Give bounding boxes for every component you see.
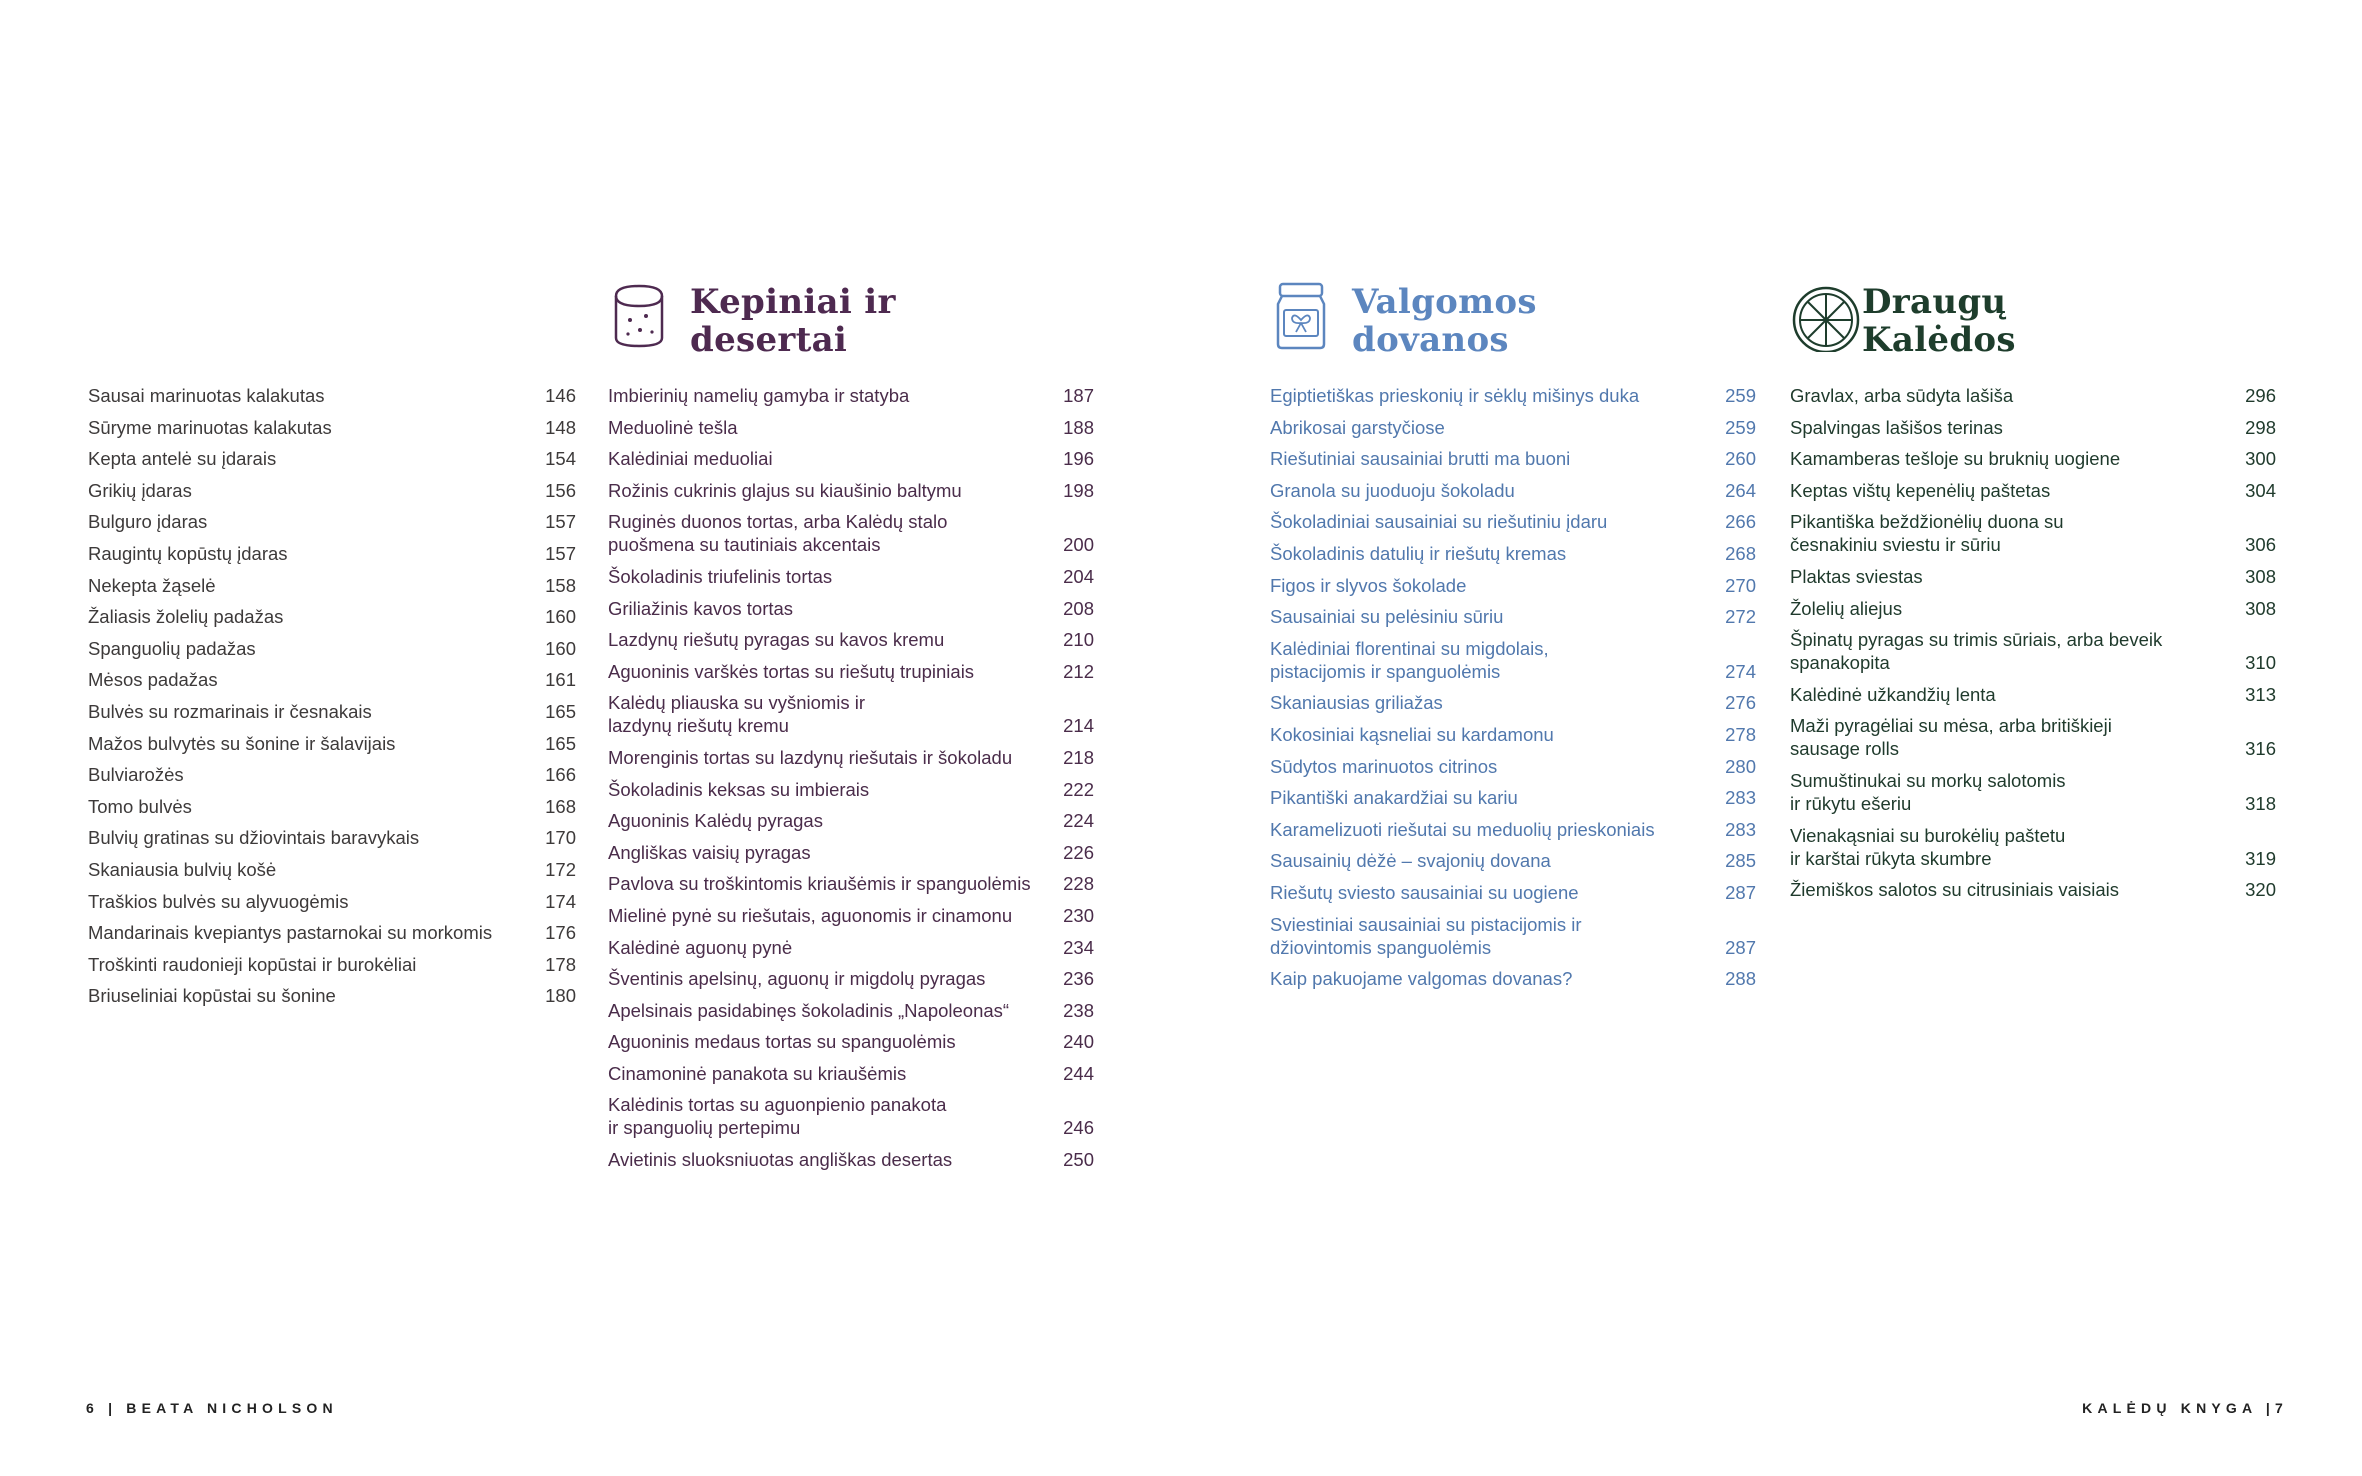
entry-page-number: 157	[545, 511, 576, 533]
entry-title: Gravlax, arba sūdyta lašiša	[1790, 385, 2014, 406]
entry-page-number: 234	[1063, 936, 1094, 958]
entry-page-number: 276	[1725, 692, 1756, 714]
entry-title: Žaliasis žolelių padažas	[88, 606, 284, 628]
entry-title: Kaip pakuojame valgomas dovanas?	[1270, 968, 1573, 990]
entry-page-number: 178	[545, 953, 576, 975]
entry-page-number: 300	[2245, 448, 2276, 470]
toc-entry	[608, 904, 1094, 927]
entry-title: Keptas vištų kepenėlių paštetas	[1790, 479, 2051, 501]
entry-title: Vienakąsniai su burokėlių paštetu ir karštai rūkyta skumbre	[1790, 824, 2066, 869]
toc-entry	[608, 510, 1094, 556]
entry-page-number: 306	[2245, 534, 2276, 556]
entry-page-number: 268	[1725, 542, 1756, 564]
toc-entry	[608, 967, 1094, 990]
toc-entry	[1790, 416, 2276, 439]
toc-entry	[1270, 637, 1756, 683]
entry-page-number: 210	[1063, 629, 1094, 651]
toc-entry	[1790, 565, 2276, 588]
entry-page-number: 298	[2245, 416, 2276, 438]
toc-entry	[608, 628, 1094, 651]
entry-title: Bulvių gratinas su džiovintais baravykais	[88, 827, 420, 849]
entry-page-number: 266	[1725, 511, 1756, 533]
toc-entry	[88, 763, 576, 786]
toc-entry	[1270, 510, 1756, 533]
entry-page-number: 230	[1063, 904, 1094, 926]
entry-page-number: 170	[545, 827, 576, 849]
entry-page-number: 165	[545, 732, 576, 754]
entry-page-number: 218	[1063, 746, 1094, 768]
toc-entry	[1270, 818, 1756, 841]
entry-title: Sausainiai su pelėsiniu sūriu	[1270, 606, 1504, 628]
toc-entry	[1790, 447, 2276, 470]
toc-entry	[608, 597, 1094, 620]
toc-entry	[608, 691, 1094, 737]
footer-left: 6 | BEATA NICHOLSON	[86, 1400, 338, 1416]
entry-title: Troškinti raudonieji kopūstai ir burokėliai	[88, 953, 417, 975]
entry-page-number: 161	[545, 669, 576, 691]
entry-title: Kalėdiniai florentinai su migdolais, pistacijomis ir spanguolėmis	[1270, 637, 1549, 682]
entry-title: Avietinis sluoksniuotas angliškas desertas	[608, 1149, 953, 1171]
entry-title: Kokosiniai kąsneliai su kardamonu	[1270, 723, 1554, 745]
entry-page-number: 226	[1063, 841, 1094, 863]
entry-title: Žolelių aliejus	[1790, 597, 1903, 619]
toc-column-mains	[88, 384, 576, 1016]
toc-entry	[1790, 714, 2276, 760]
entry-title: Kalėdiniai meduoliai	[608, 448, 773, 470]
toc-entry	[1790, 597, 2276, 620]
toc-entry	[1790, 878, 2276, 901]
entry-page-number: 244	[1063, 1062, 1094, 1084]
entry-page-number: 168	[545, 795, 576, 817]
entry-title: Angliškas vaisių pyragas	[608, 841, 811, 863]
entry-page-number: 319	[2245, 847, 2276, 869]
entry-page-number: 148	[545, 416, 576, 438]
entry-title: Rožinis cukrinis glajus su kiaušinio baltymu	[608, 479, 962, 501]
toc-entry	[1270, 479, 1756, 502]
entry-page-number: 250	[1063, 1149, 1094, 1171]
entry-page-number: 174	[545, 890, 576, 912]
entry-page-number: 280	[1725, 755, 1756, 777]
entry-page-number: 172	[545, 858, 576, 880]
entry-page-number: 157	[545, 542, 576, 564]
entry-title: Lazdynų riešutų pyragas su kavos kremu	[608, 629, 945, 651]
entry-page-number: 196	[1063, 448, 1094, 470]
toc-entry	[608, 565, 1094, 588]
section-title: Kepiniai ir desertai	[690, 282, 896, 360]
toc-entry	[608, 1030, 1094, 1053]
toc-entry	[1790, 510, 2276, 556]
entry-title: Imbierinių namelių gamyba ir statyba	[608, 385, 910, 406]
toc-entry	[608, 746, 1094, 769]
section-heading-draugu	[1790, 280, 2016, 359]
entry-title: Riešutų sviesto sausainiai su uogiene	[1270, 881, 1579, 903]
entry-page-number: 160	[545, 637, 576, 659]
toc-entry	[608, 809, 1094, 832]
entry-page-number: 274	[1725, 660, 1756, 682]
entry-title: Spalvingas lašišos terinas	[1790, 416, 2003, 438]
entry-title: Kalėdų pliauska su vyšniomis ir lazdynų riešutų kremu	[608, 692, 866, 737]
toc-entry	[88, 668, 576, 691]
section-title: Draugų Kalėdos	[1862, 282, 2016, 360]
entry-title: Cinamoninė panakota su kriaušėmis	[608, 1062, 907, 1084]
entry-page-number: 270	[1725, 574, 1756, 596]
entry-title: Žiemiškos salotos su citrusiniais vaisiais	[1790, 879, 2119, 901]
entry-page-number: 316	[2245, 738, 2276, 760]
entry-page-number: 224	[1063, 810, 1094, 832]
toc-entry	[608, 778, 1094, 801]
entry-title: Kalėdinė aguonų pynė	[608, 936, 793, 958]
entry-title: Sausai marinuotas kalakutas	[88, 385, 325, 406]
entry-title: Mielinė pynė su riešutais, aguonomis ir cinamonu	[608, 904, 1013, 926]
entry-page-number: 165	[545, 700, 576, 722]
toc-entry	[88, 921, 576, 944]
entry-page-number: 272	[1725, 606, 1756, 628]
entry-page-number: 222	[1063, 778, 1094, 800]
entry-title: Mažos bulvytės su šonine ir šalavijais	[88, 732, 396, 754]
entry-page-number: 288	[1725, 968, 1756, 990]
entry-title: Morenginis tortas su lazdynų riešutais ir šokoladu	[608, 746, 1013, 768]
entry-page-number: 246	[1063, 1117, 1094, 1139]
entry-title: Nekepta žąselė	[88, 574, 216, 596]
entry-title: Kalėdinė užkandžių lenta	[1790, 683, 1996, 705]
entry-page-number: 200	[1063, 534, 1094, 556]
toc-entry	[608, 1093, 1094, 1139]
entry-page-number: 259	[1725, 416, 1756, 438]
entry-title: Bulvės su rozmarinais ir česnakais	[88, 700, 372, 722]
entry-page-number: 212	[1063, 660, 1094, 682]
entry-page-number: 214	[1063, 715, 1094, 737]
toc-entry	[88, 858, 576, 881]
entry-page-number: 188	[1063, 416, 1094, 438]
toc-entry	[88, 416, 576, 439]
entry-page-number: 180	[545, 985, 576, 1007]
toc-entry	[1270, 755, 1756, 778]
toc-entry	[88, 732, 576, 755]
entry-page-number: 313	[2245, 683, 2276, 705]
entry-title: Šokoladiniai sausainiai su riešutiniu įdaru	[1270, 511, 1608, 533]
toc-entry	[88, 953, 576, 976]
entry-page-number: 318	[2245, 792, 2276, 814]
toc-entry	[88, 795, 576, 818]
entry-page-number: 240	[1063, 1031, 1094, 1053]
entry-title: Špinatų pyragas su trimis sūriais, arba beveik spanakopita	[1790, 629, 2163, 674]
entry-title: Egiptietiškas prieskonių ir sėklų mišinys duka	[1270, 385, 1640, 406]
toc-column-draugu	[1790, 384, 2276, 910]
entry-page-number: 283	[1725, 787, 1756, 809]
toc-column-kepiniai	[608, 384, 1094, 1180]
section-title: Valgomos dovanos	[1352, 282, 1537, 360]
entry-page-number: 236	[1063, 968, 1094, 990]
entry-title: Griliažinis kavos tortas	[608, 597, 794, 619]
entry-page-number: 308	[2245, 565, 2276, 587]
entry-title: Bulguro įdaras	[88, 511, 208, 533]
jar-icon	[1270, 280, 1332, 352]
entry-title: Plaktas sviestas	[1790, 565, 1923, 587]
toc-entry	[1270, 723, 1756, 746]
entry-page-number: 278	[1725, 723, 1756, 745]
toc-entry	[1790, 628, 2276, 674]
toc-entry	[608, 936, 1094, 959]
entry-title: Šokoladinis triufelinis tortas	[608, 565, 833, 587]
citrus-slice-icon	[1790, 280, 1852, 352]
toc-entry	[608, 479, 1094, 502]
entry-title: Granola su juoduoju šokoladu	[1270, 479, 1515, 501]
entry-title: Kamamberas tešloje su bruknių uogiene	[1790, 448, 2121, 470]
entry-page-number: 264	[1725, 479, 1756, 501]
entry-page-number: 158	[545, 574, 576, 596]
entry-title: Mėsos padažas	[88, 669, 218, 691]
toc-entry	[1270, 967, 1756, 990]
entry-title: Sūryme marinuotas kalakutas	[88, 416, 332, 438]
toc-entry	[88, 384, 576, 407]
toc-entry	[1790, 683, 2276, 706]
toc-entry	[88, 574, 576, 597]
marshmallow-icon	[608, 280, 670, 352]
toc-entry	[608, 841, 1094, 864]
toc-entry	[88, 890, 576, 913]
entry-page-number: 287	[1725, 881, 1756, 903]
toc-entry	[88, 605, 576, 628]
entry-title: Šventinis apelsinų, aguonų ir migdolų pyragas	[608, 968, 986, 990]
entry-page-number: 156	[545, 479, 576, 501]
toc-entry	[1790, 824, 2276, 870]
entry-title: Kepta antelė su įdarais	[88, 448, 277, 470]
entry-page-number: 238	[1063, 999, 1094, 1021]
entry-title: Ruginės duonos tortas, arba Kalėdų stalo puošmena su tautiniais akcentais	[608, 511, 948, 556]
toc-entry	[1270, 849, 1756, 872]
entry-title: Mandarinais kvepiantys pastarnokai su morkomis	[88, 922, 493, 944]
entry-page-number: 154	[545, 448, 576, 470]
toc-entry	[1270, 384, 1756, 407]
toc-entry	[88, 700, 576, 723]
entry-title: Spanguolių padažas	[88, 637, 256, 659]
entry-page-number: 308	[2245, 597, 2276, 619]
entry-title: Pavlova su troškintomis kriaušėmis ir spanguolėmis	[608, 873, 1031, 895]
entry-page-number: 176	[545, 922, 576, 944]
toc-entry	[608, 872, 1094, 895]
entry-title: Grikių įdaras	[88, 479, 192, 501]
entry-page-number: 296	[2245, 385, 2276, 406]
entry-title: Pikantiški anakardžiai su kariu	[1270, 787, 1518, 809]
entry-page-number: 310	[2245, 652, 2276, 674]
toc-entry	[1790, 479, 2276, 502]
entry-title: Briuseliniai kopūstai su šonine	[88, 985, 336, 1007]
entry-title: Sausainių dėžė – svajonių dovana	[1270, 850, 1551, 872]
entry-title: Meduolinė tešla	[608, 416, 738, 438]
toc-entry	[1270, 881, 1756, 904]
toc-entry	[1270, 605, 1756, 628]
toc-entry	[1270, 913, 1756, 959]
entry-page-number: 146	[545, 385, 576, 406]
toc-entry	[1270, 447, 1756, 470]
entry-page-number: 228	[1063, 873, 1094, 895]
entry-page-number: 166	[545, 764, 576, 786]
entry-page-number: 283	[1725, 818, 1756, 840]
footer-right: KALĖDŲ KNYGA |7	[2082, 1400, 2288, 1416]
entry-page-number: 260	[1725, 448, 1756, 470]
toc-entry	[88, 542, 576, 565]
entry-page-number: 208	[1063, 597, 1094, 619]
section-heading-kepiniai	[608, 280, 896, 359]
toc-entry	[608, 1148, 1094, 1171]
toc-entry	[608, 1062, 1094, 1085]
entry-title: Skaniausias griliažas	[1270, 692, 1443, 714]
entry-title: Figos ir slyvos šokolade	[1270, 574, 1467, 596]
entry-title: Šokoladinis datulių ir riešutų kremas	[1270, 542, 1567, 564]
toc-entry	[88, 510, 576, 533]
entry-title: Abrikosai garstyčiose	[1270, 416, 1445, 438]
toc-entry	[88, 637, 576, 660]
toc-entry	[1270, 691, 1756, 714]
entry-title: Kalėdinis tortas su aguonpienio panakota ir spanguolių pertepimu	[608, 1094, 947, 1139]
toc-entry	[608, 384, 1094, 407]
entry-title: Pikantiška beždžionėlių duona su česnakiniu sviestu ir sūriu	[1790, 511, 2064, 556]
entry-title: Traškios bulvės su alyvuogėmis	[88, 890, 349, 912]
entry-page-number: 320	[2245, 879, 2276, 901]
entry-title: Sumuštinukai su morkų salotomis ir rūkytu ešeriu	[1790, 769, 2066, 814]
entry-page-number: 285	[1725, 850, 1756, 872]
entry-title: Raugintų kopūstų įdaras	[88, 542, 288, 564]
toc-entry	[88, 447, 576, 470]
toc-entry	[1270, 542, 1756, 565]
entry-title: Riešutiniai sausainiai brutti ma buoni	[1270, 448, 1571, 470]
toc-entry	[88, 479, 576, 502]
entry-title: Aguoninis medaus tortas su spanguolėmis	[608, 1031, 956, 1053]
entry-page-number: 204	[1063, 565, 1094, 587]
entry-title: Šokoladinis keksas su imbierais	[608, 778, 870, 800]
entry-title: Bulviarožės	[88, 764, 184, 786]
entry-title: Apelsinais pasidabinęs šokoladinis „Napoleonas“	[608, 999, 1010, 1021]
toc-entry	[1270, 786, 1756, 809]
entry-page-number: 187	[1063, 385, 1094, 406]
toc-entry	[608, 660, 1094, 683]
entry-title: Sviestiniai sausainiai su pistacijomis ir džiovintomis spanguolėmis	[1270, 913, 1582, 958]
toc-entry	[88, 826, 576, 849]
toc-entry	[1790, 384, 2276, 407]
entry-page-number: 304	[2245, 479, 2276, 501]
toc-entry	[1270, 416, 1756, 439]
entry-title: Maži pyragėliai su mėsa, arba britiškieji sausage rolls	[1790, 715, 2112, 760]
entry-page-number: 259	[1725, 385, 1756, 406]
toc-entry	[1790, 769, 2276, 815]
toc-column-dovanos	[1270, 384, 1756, 999]
toc-entry	[608, 999, 1094, 1022]
entry-title: Aguoninis varškės tortas su riešutų trupiniais	[608, 660, 975, 682]
toc-entry	[608, 447, 1094, 470]
entry-page-number: 198	[1063, 479, 1094, 501]
section-heading-dovanos	[1270, 280, 1537, 359]
entry-title: Skaniausia bulvių košė	[88, 858, 277, 880]
entry-title: Aguoninis Kalėdų pyragas	[608, 810, 823, 832]
entry-page-number: 287	[1725, 936, 1756, 958]
toc-entry	[88, 984, 576, 1007]
entry-title: Sūdytos marinuotos citrinos	[1270, 755, 1498, 777]
toc-entry	[608, 416, 1094, 439]
toc-entry	[1270, 574, 1756, 597]
entry-page-number: 160	[545, 606, 576, 628]
entry-title: Karamelizuoti riešutai su meduolių prieskoniais	[1270, 818, 1655, 840]
entry-title: Tomo bulvės	[88, 795, 192, 817]
